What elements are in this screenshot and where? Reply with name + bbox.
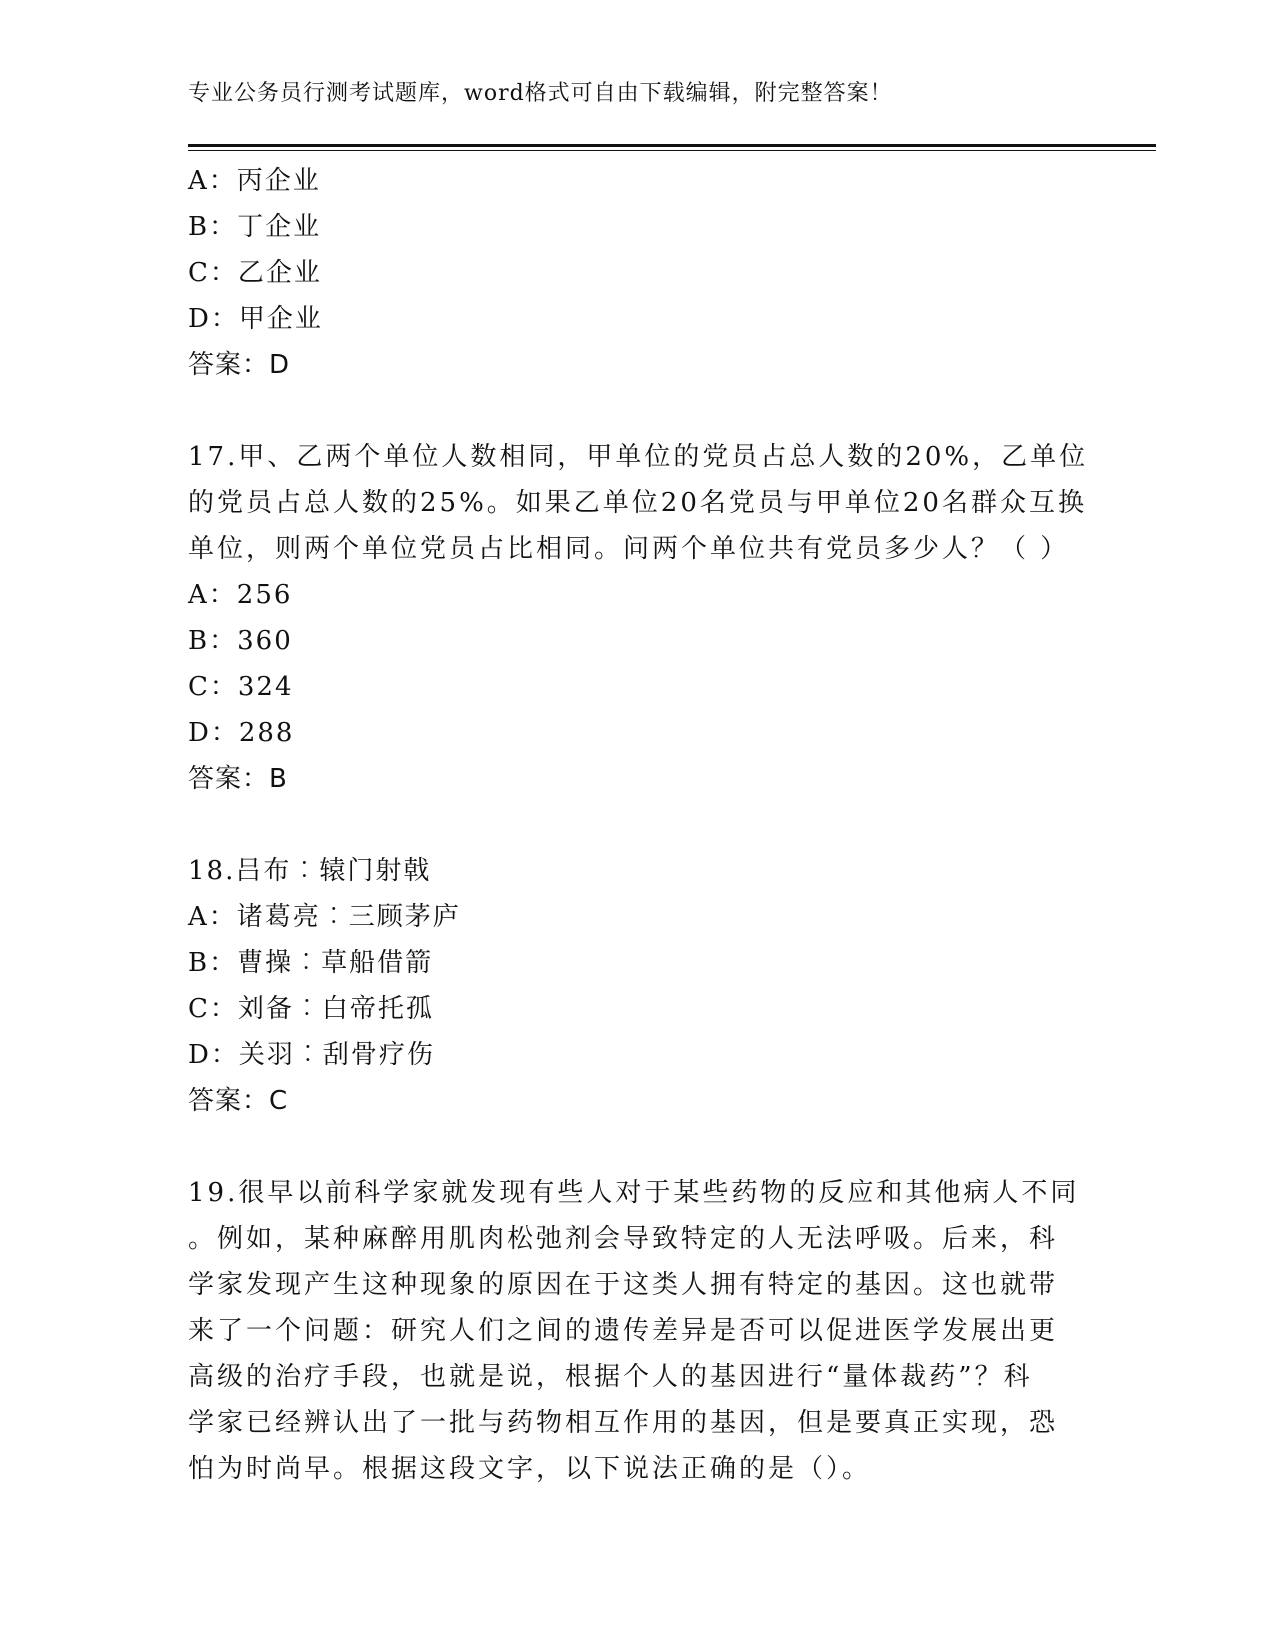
option-c: C：乙企业: [188, 258, 322, 288]
question-stem-line: 。例如，某种麻醉用肌肉松弛剂会导致特定的人无法呼吸。后来，科: [188, 1224, 1059, 1254]
document-body: [188, 158, 1108, 1492]
question-stem-line: 怕为时尚早。根据这段文字，以下说法正确的是（）。: [188, 1454, 872, 1484]
question-stem-line: 来了一个问题：研究人们之间的遗传差异是否可以促进医学发展出更: [188, 1316, 1059, 1346]
header-rule-thin: [188, 150, 1156, 151]
answer: 答案：D: [188, 350, 291, 380]
question-stem-line: 单位，则两个单位党员占比相同。问两个单位共有党员多少人？（ ）: [188, 534, 1070, 564]
spacer: [188, 388, 1108, 434]
question-stem-line: 18.吕布︰辕门射戟: [188, 856, 432, 886]
page-header: 专业公务员行测考试题库，word格式可自由下载编辑，附完整答案！: [188, 81, 893, 106]
answer: 答案：B: [188, 764, 288, 794]
option-b: B：360: [188, 626, 293, 656]
answer: 答案：C: [188, 1086, 289, 1116]
option-a: A：256: [188, 580, 293, 610]
question-stem-line: 学家发现产生这种现象的原因在于这类人拥有特定的基因。这也就带: [188, 1270, 1059, 1300]
spacer: [188, 802, 1108, 848]
option-d: D：288: [188, 718, 295, 748]
question-stem-line: 学家已经辨认出了一批与药物相互作用的基因，但是要真正实现，恐: [188, 1408, 1059, 1438]
option-b: B：丁企业: [188, 212, 322, 242]
option-c: C：324: [188, 672, 294, 702]
question-16: [188, 158, 1108, 388]
option-c: C：刘备︰白帝托孤: [188, 994, 434, 1024]
spacer: [188, 1124, 1108, 1170]
option-d: D：关羽︰刮骨疗伤: [188, 1040, 435, 1070]
question-stem-line: 高级的治疗手段，也就是说，根据个人的基因进行“量体裁药”？科: [188, 1362, 1033, 1392]
question-stem-line: 19.很早以前科学家就发现有些人对于某些药物的反应和其他病人不同: [188, 1178, 1080, 1208]
question-19: [188, 1170, 1108, 1492]
question-17: [188, 434, 1108, 802]
question-stem-line: 17.甲、乙两个单位人数相同，甲单位的党员占总人数的20%，乙单位: [188, 442, 1089, 472]
question-stem-line: 的党员占总人数的25%。如果乙单位20名党员与甲单位20名群众互换: [188, 488, 1087, 518]
option-d: D：甲企业: [188, 304, 323, 334]
question-18: [188, 848, 1108, 1124]
option-a: A：丙企业: [188, 166, 321, 196]
header-rule-thick: [188, 144, 1156, 147]
option-a: A：诸葛亮︰三顾茅庐: [188, 902, 461, 932]
option-b: B：曹操︰草船借箭: [188, 948, 434, 978]
